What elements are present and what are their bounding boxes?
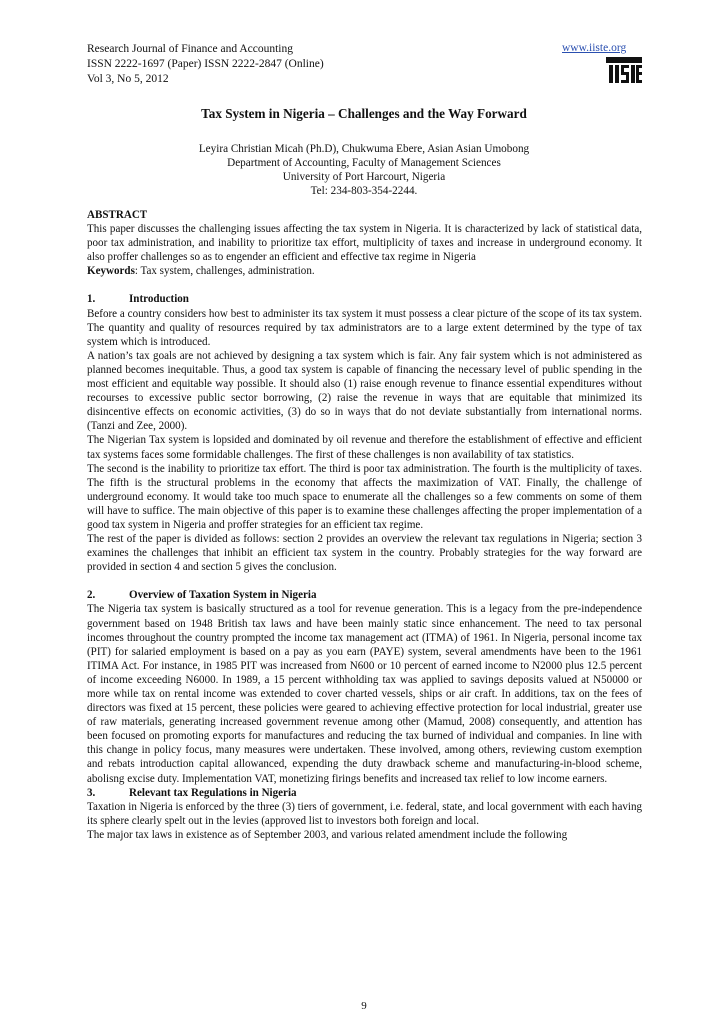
journal-name: Research Journal of Finance and Accounting	[87, 43, 293, 55]
abstract-text: This paper discusses the challenging issues affecting the tax system in Nigeria. It is characterized by lack of statistical data, poor tax administration, and inability to prioritize tax effort, multiplicity of taxes and increase in underground economy. It also proffer challenges so as to engender an efficient and effective tax regime in Nigeria	[87, 223, 642, 264]
keywords-label: Keywords	[87, 265, 135, 278]
page-number: 9	[361, 1000, 367, 1012]
journal-header	[87, 42, 324, 87]
author-department: Department of Accounting, Faculty of Management Sciences	[227, 157, 501, 169]
section-3-heading: 3. Relevant tax Regulations in Nigeria	[87, 786, 297, 799]
journal-volume: Vol 3, No 5, 2012	[87, 73, 169, 85]
section-2-paragraph-1: The Nigeria tax system is basically structured as a tool for revenue generation. This is a legacy from the pre-independence government based on 1948 British tax laws and have been mainly static since enhancement. The need to tax personal incomes throughout the country prompted the income tax management act (ITMA) of 1961. In Nigeria, personal income tax (PIT) for salaried employment is based on a pay as you earn (PAYE) system, several amendments have been to the 1961 ITIMA Act. For instance, in 1985 PIT was increased from N600 or 10 percent of earned income to N2000 plus 12.5 percent of income exceeding N6000. In 1989, a 15 percent withholding tax was applied to savings deposits valued at N50000 or more while tax on rental income was extended to cover charted vessels, ships or air craft. In additions, tax on the fees of directors was fixed at 15 percent, these policies were geared to achieving effective protection for local industrial, greater use of raw materials, generating increased government revenue among other (Mamud, 2008) consequently, and attention has been focused on promoting exports for manufactures and reducing the tax burned of individual and companies. In line with this change in policy focus, many measures were undertaken. These involved, among others, reviewing custom exemption and rebats introduction capital allowanced, expending the duty drawback scheme and manufacturing-in-blood scheme, abolisng excise duty. Implementation VAT, monetizing firings benefits and increased tax relief to low income earners.	[87, 603, 642, 785]
section-2-heading: 2. Overview of Taxation System in Nigeria	[87, 589, 317, 602]
section-1-paragraph-4: The second is the inability to prioritize tax effort. The third is poor tax administration. The fourth is the multiplicity of taxes. The fifth is the structural problems in the economy that affects the maximization of VAT. Finally, the challenge of underground economy. It would take too much space to enumerate all the challenges so a few comments on some of them will have to suffice. The main objective of this paper is to examine these challenges affecting the proper implementation of a good tax system in Nigeria and proffer strategies for an efficient tax regime.	[87, 462, 642, 531]
section-1-paragraph-3: The Nigerian Tax system is lopsided and dominated by oil revenue and therefore the establishment of effective and efficient tax systems faces some formidable challenges. The first of these challenges is non availability of tax statistics.	[87, 434, 642, 461]
author-telephone: Tel: 234-803-354-2244.	[310, 185, 418, 197]
section-1-heading: 1. Introduction	[87, 293, 189, 306]
abstract-heading: ABSTRACT	[87, 209, 148, 221]
section-1-paragraph-2: A nation’s tax goals are not achieved by designing a tax system which is fair. Any fair system which is not administered as planned becomes inequitable. Thus, a good tax system is capable of financing the necessary level of public spending in the most efficient and equitable way possible. It should also (1) raise enough revenue to finance essential expenditures without recourses to excessive public sector borrowing, (2) raise the revenue in ways that are equitable that minimized its disincentive effects on economic activities, (3) do so in ways that do not deviate substantially from international norms. (Tanzi and Zee, 2000).	[87, 349, 642, 433]
section-3-paragraph-2: The major tax laws in existence as of September 2003, and various related amendment include the following	[87, 828, 568, 841]
section-1-paragraph-5: The rest of the paper is divided as follows: section 2 provides an overview the relevant tax regulations in Nigeria; section 3 examines the challenges that inhibit an efficient tax system in the country. Probably strategies for the way forward are provided in section 4 and section 5 gives the conclusion.	[87, 533, 642, 574]
author-names: Leyira Christian Micah (Ph.D), Chukwuma Ebere, Asian Asian Umobong	[198, 143, 530, 155]
journal-url-link[interactable]: www.iiste.org	[562, 42, 627, 54]
paper-title: Tax System in Nigeria – Challenges and the Way Forward	[201, 106, 527, 121]
section-3-paragraph-1: Taxation in Nigeria is enforced by the three (3) tiers of government, i.e. federal, state, and local government with each having its sphere clearly spelt out in the levies (approved list to investors both foreign and local.	[87, 800, 642, 827]
keywords-values: : Tax system, challenges, administration.	[134, 265, 315, 278]
author-block	[0, 142, 728, 198]
journal-issn: ISSN 2222-1697 (Paper) ISSN 2222-2847 (Online)	[87, 58, 324, 70]
iiste-logo-icon	[606, 57, 642, 85]
author-university: University of Port Harcourt, Nigeria	[282, 171, 446, 183]
paper-body	[87, 208, 642, 842]
section-1-paragraph-1: Before a country considers how best to administer its tax system it must possess a clear picture of the scope of its tax system. The quantity and quality of resources required by tax administrators are to a large extent determined by the type of tax system which is introduced.	[87, 307, 642, 348]
keywords-line	[87, 264, 642, 278]
